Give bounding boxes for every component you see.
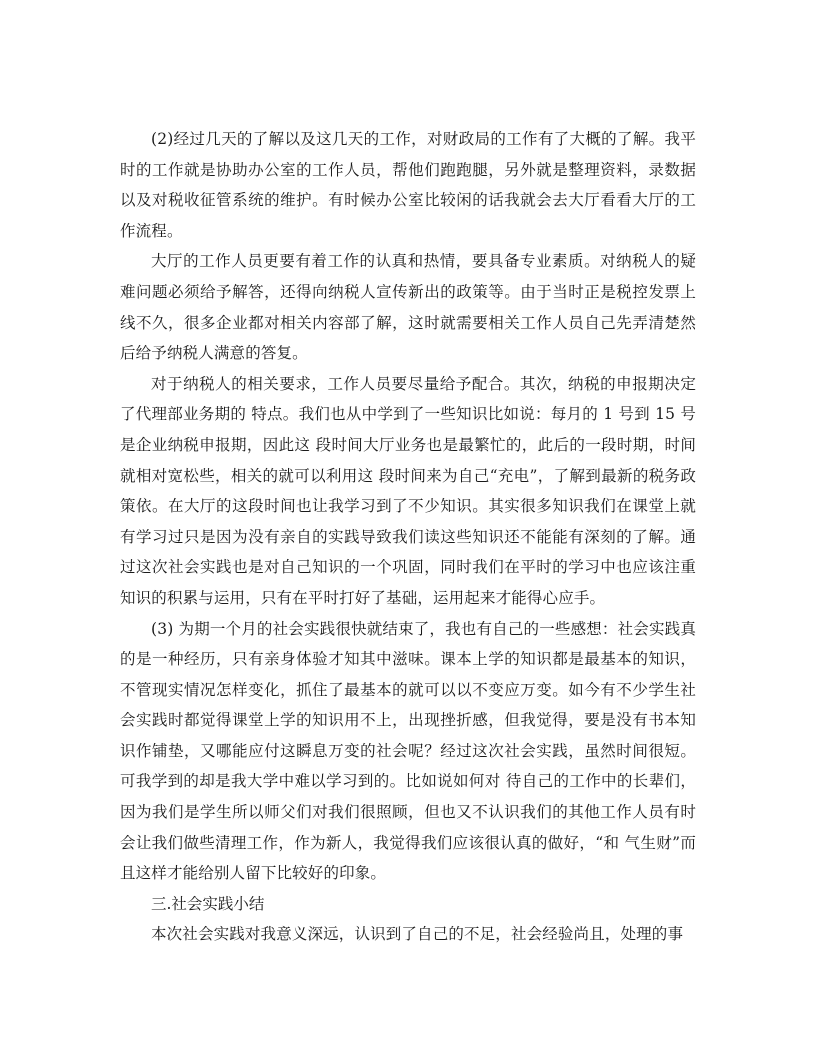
paragraph-work-overview: (2)经过几天的了解以及这几天的工作，对财政局的工作有了大概的了解。我平时的工作就是协助办公室的工作人员，帮他们跑跑腿，另外就是整理资料，录数据以及对税收征管系统的维护。有时候办公室比较闲的话我就会去大厅看看大厅的工作流程。 xyxy=(120,130,696,240)
document-page xyxy=(120,124,696,950)
paragraph-reflections: (3) 为期一个月的社会实践很快就结束了，我也有自己的一些感想：社会实践真的是一种经历，只有亲身体验才知其中滋味。课本上学的知识都是最基本的知识，不管现实情况怎样变化，抓住了最基本的就可以以不变应万变。如今有不少学生社会实践时都觉得课堂上学的知识用不上，出现挫折感，但我觉得，要是没有书本知识作铺垫，又哪能应付这瞬息万变的社会呢？经过这次社会实践，虽然时间很短。可我学到的却是我大学中难以学习到的。比如说如何对 待自己的工作中的长辈们，因为我们是学生所以师父们对我们很照顾，但也又不认识我们的其他工作人员有时会让我们做些清理工作，作为新人，我觉得我们应该很认真的做好，“和 气生财”而且这样才能给别人留下比较好的印象。 xyxy=(120,619,696,883)
paragraph-hall-staff: 大厅的工作人员更要有着工作的认真和热情，要具备专业素质。对纳税人的疑难问题必须给予解答，还得向纳税人宣传新出的政策等。由于当时正是税控发票上线不久，很多企业都对相关内容部了解，这时就需要相关工作人员自己先弄清楚然后给予纳税人满意的答复。 xyxy=(120,252,696,363)
paragraph-taxpayer-requirements: 对于纳税人的相关要求，工作人员要尽量给予配合。其次，纳税的申报期决定了代理部业务期的 特点。我们也从中学到了一些知识比如说：每月的 1 号到 15 号是企业纳税申报期，因此这 段时间大厅业务也是最繁忙的，此后的一段时期，时间就相对宽松些，相关的就可以利用这 段时间来为自己“充电”，了解到最新的税务政策依。在大厅的这段时间也让我学习到了不少知识。其实很多知识我们在课堂上就有学习过只是因为没有亲自的实践导致我们读这些知识还不能能有深刻的了解。通过这次社会实践也是对自己知识的一个巩固，同时我们在平时的学习中也应该注重知识的积累与运用，只有在平时打好了基础，运用起来才能得心应手。 xyxy=(120,374,696,607)
paragraph-summary: 本次社会实践对我意义深远，认识到了自己的不足，社会经验尚且，处理的事 xyxy=(151,925,684,944)
section-heading: 三.社会实践小结 xyxy=(151,894,265,913)
